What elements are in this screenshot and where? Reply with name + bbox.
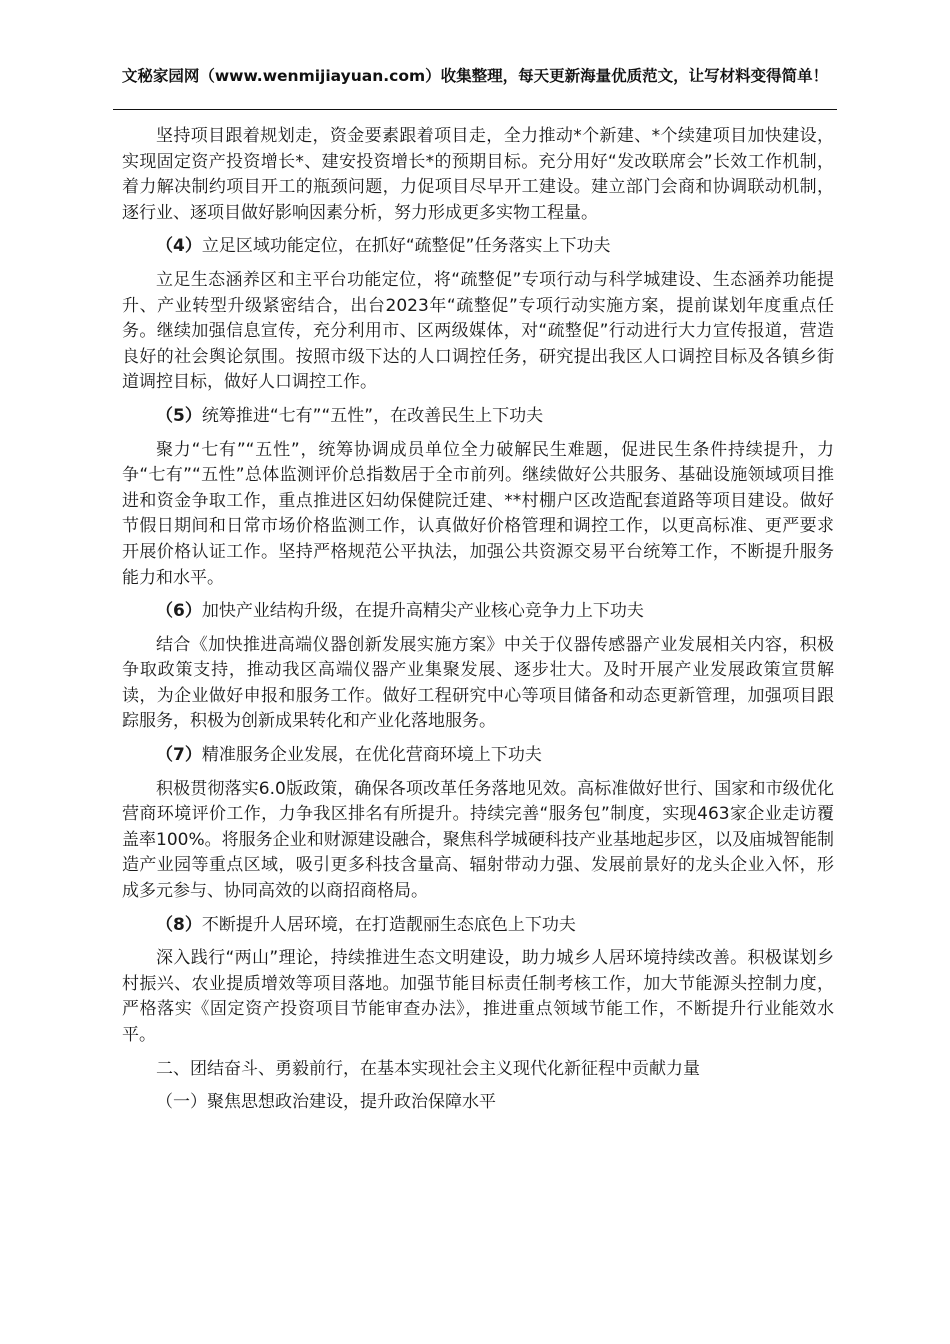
page-header: 文秘家园网（www.wenmijiayuan.com）收集整理，每天更新海量优质范文，让写材料变得简单！ (121, 67, 829, 85)
paragraph: 积极贯彻落实6.0版政策，确保各项改革任务落地见效。高标准做好世行、国家和市级优化营商环境评价工作，力争我区排名有所提升。持续完善“服务包”制度，实现463家企业走访覆盖率100%。将服务企业和财源建设融合，聚焦科学城硬科技产业基地起步区，以及庙城智能制造产业园等重点区域，吸引更多科技含量高、辐射带动力强、发展前景好的龙头企业入怀，形成多元参与、协同高效的以商招商格局。 (122, 778, 834, 902)
heading-number: （7） (156, 745, 202, 766)
chapter-heading: 二、团结奋斗、勇毅前行，在基本实现社会主义现代化新征程中贡献力量 (156, 1058, 700, 1079)
section-heading (122, 234, 834, 260)
heading-number: （5） (156, 405, 202, 426)
heading-text: 立足区域功能定位，在抓好“疏整促”任务落实上下功夫 (201, 236, 611, 257)
heading-number: （8） (156, 914, 202, 935)
section-heading (122, 599, 834, 625)
heading-text: 精准服务企业发展，在优化营商环境上下功夫 (201, 745, 542, 766)
paragraph: 坚持项目跟着规划走，资金要素跟着项目走，全力推动*个新建、*个续建项目加快建设，实现固定资产投资增长*、建安投资增长*的预期目标。充分用好“发改联席会”长效工作机制，着力解决制约项目开工的瓶颈问题，力促项目尽早开工建设。建立部门会商和协调联动机制，逐行业、逐项目做好影响因素分析，努力形成更多实物工程量。 (122, 126, 834, 223)
section-heading (122, 743, 834, 769)
document-body (122, 124, 834, 1124)
paragraph: 结合《加快推进高端仪器创新发展实施方案》中关于仪器传感器产业发展相关内容，积极争取政策支持，推动我区高端仪器产业集聚发展、逐步壮大。及时开展产业发展政策宣贯解读，为企业做好申报和服务工作。做好工程研究中心等项目储备和动态更新管理，加强项目跟踪服务，积极为创新成果转化和产业化落地服务。 (122, 634, 834, 732)
heading-number: （6） (156, 601, 202, 622)
heading-text: 不断提升人居环境，在打造靓丽生态底色上下功夫 (201, 914, 576, 935)
heading-text: 加快产业结构升级，在提升高精尖产业核心竞争力上下功夫 (201, 601, 644, 622)
section-heading (122, 404, 834, 430)
header-divider (113, 109, 837, 110)
heading-text: 统筹推进“七有”“五性”，在改善民生上下功夫 (201, 405, 544, 426)
heading-number: （4） (156, 236, 202, 257)
section-heading (122, 913, 834, 939)
paragraph: 聚力“七有”“五性”，统筹协调成员单位全力破解民生难题，促进民生条件持续提升，力争“七有”“五性”总体监测评价总指数居于全市前列。继续做好公共服务、基础设施领域项目推进和资金争取工作，重点推进区妇幼保健院迁建、**村棚户区改造配套道路等项目建设。做好节假日期间和日常市场价格监测工作，认真做好价格管理和调控工作，以更高标准、更严要求开展价格认证工作。坚持严格规范公平执法，加强公共资源交易平台统筹工作，不断提升服务能力和水平。 (122, 439, 834, 588)
paragraph: 深入践行“两山”理论，持续推进生态文明建设，助力城乡人居环境持续改善。积极谋划乡村振兴、农业提质增效等项目落地。加强节能目标责任制考核工作，加大节能源头控制力度，严格落实《固定资产投资项目节能审查办法》，推进重点领域节能工作，不断提升行业能效水平。 (122, 948, 834, 1045)
paragraph: 立足生态涵养区和主平台功能定位，将“疏整促”专项行动与科学城建设、生态涵养功能提升、产业转型升级紧密结合，出台2023年“疏整促”专项行动实施方案，提前谋划年度重点任务。继续加强信息宣传，充分利用市、区两级媒体，对“疏整促”行动进行大力宣传报道，营造良好的社会舆论氛围。按照市级下达的人口调控任务，研究提出我区人口调控目标及各镇乡街道调控目标，做好人口调控工作。 (122, 269, 834, 393)
subsection-heading: （一）聚焦思想政治建设，提升政治保障水平 (156, 1092, 496, 1113)
